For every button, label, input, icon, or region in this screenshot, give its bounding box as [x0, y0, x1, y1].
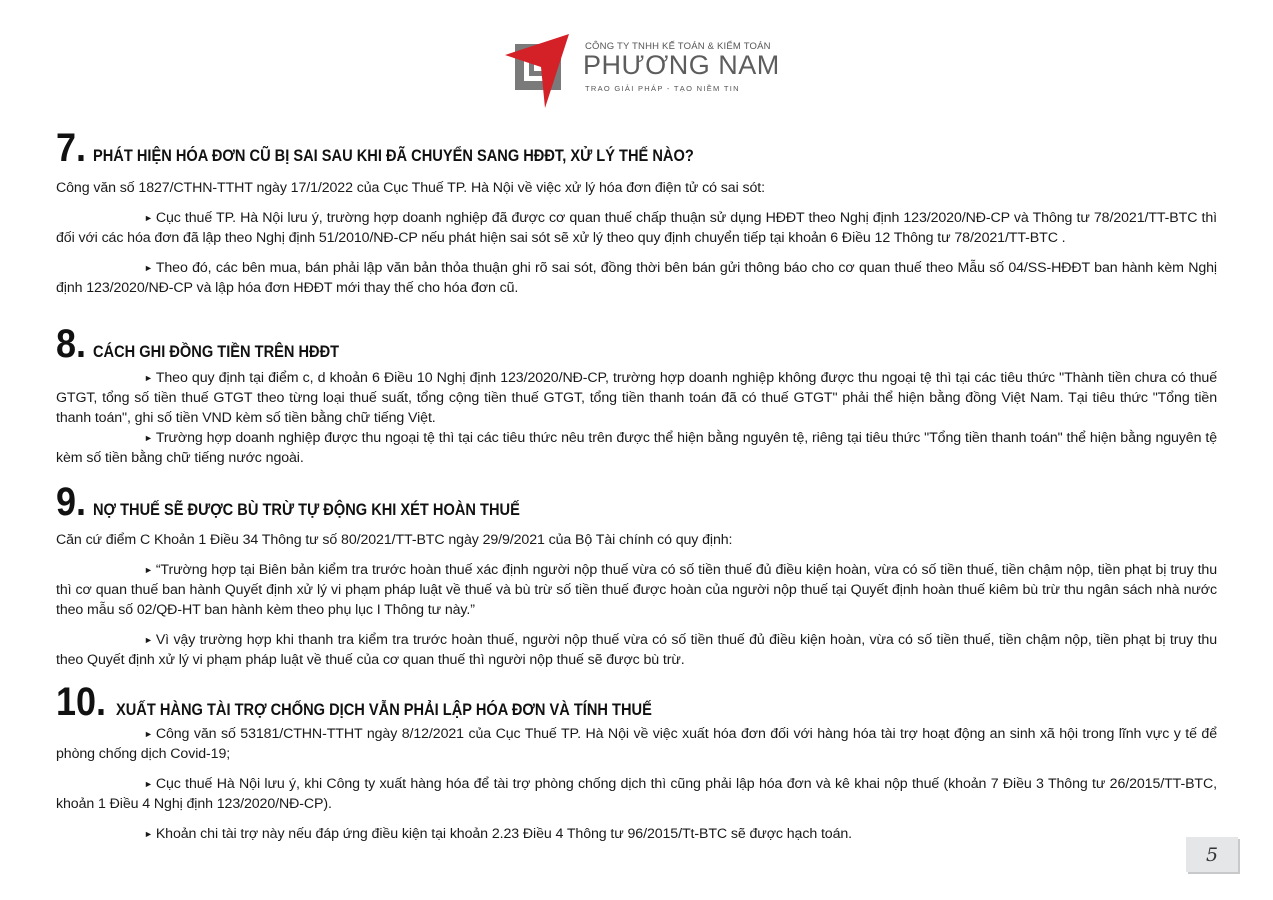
bullet-text: Cục thuế TP. Hà Nội lưu ý, trường hợp doanh nghiệp đã được cơ quan thuế chấp thuận sử dụng HĐĐT theo Nghị định 123/2020/NĐ-CP và Thông tư 78/2021/TT-BTC thì đối với các hóa đơn đã lập theo Nghị định 51/2010/NĐ-CP nếu phát hiện sai sót sẽ xử lý theo quy định chuyển tiếp tại khoản 6 Điều 12 Thông tư 78/2021/TT-BTC .	[56, 210, 1217, 246]
bullet-triangle-icon: ►	[144, 263, 153, 273]
section-number: 10.	[56, 680, 107, 724]
section-intro: Công văn số 1827/CTHN-TTHT ngày 17/1/2022 của Cục Thuế TP. Hà Nội về việc xử lý hóa đơn điện tử có sai sót:	[56, 180, 765, 196]
bullet-text: Công văn số 53181/CTHN-TTHT ngày 8/12/2021 của Cục Thuế TP. Hà Nội về việc xuất hóa đơn đối với hàng hóa tài trợ hoạt động an sinh xã hội trong lĩnh vực y tế để phòng chống dịch Covid-19;	[56, 726, 1217, 762]
section-title: XUẤT HÀNG TÀI TRỢ CHỐNG DỊCH VẪN PHẢI LẬP HÓA ĐƠN VÀ TÍNH THUẾ	[115, 700, 652, 719]
bullet-text: Trường hợp doanh nghiệp được thu ngoại tệ thì tại các tiêu thức nêu trên được thể hiện bằng nguyên tệ, riêng tại tiêu thức "Tổng tiền thanh toán" thể hiện bằng nguyên tệ kèm số tiền bằng chữ tiếng nước ngoài.	[56, 430, 1217, 466]
section-number: 7.	[56, 126, 87, 170]
bullet-text: Cục thuế Hà Nội lưu ý, khi Công ty xuất hàng hóa để tài trợ phòng chống dịch thì cũng phải lập hóa đơn và kê khai nộp thuế (khoản 7 Điều 3 Thông tư 26/2015/TT-BTC, khoản 1 Điều 4 Nghị định 123/2020/NĐ-CP).	[56, 776, 1217, 812]
section-heading	[56, 126, 1217, 172]
bullet-triangle-icon: ►	[144, 565, 153, 575]
logo-mark-icon	[505, 34, 581, 110]
section-8	[56, 322, 1217, 468]
section-heading	[56, 680, 1217, 726]
bullet-paragraph	[56, 630, 1217, 670]
section-7	[56, 126, 1217, 298]
section-title: NỢ THUẾ SẼ ĐƯỢC BÙ TRỪ TỰ ĐỘNG KHI XÉT HOÀN THUẾ	[93, 500, 521, 519]
bullet-paragraph	[56, 824, 1217, 844]
section-intro: Căn cứ điểm C Khoản 1 Điều 34 Thông tư số 80/2021/TT-BTC ngày 29/9/2021 của Bộ Tài chính có quy định:	[56, 532, 733, 548]
bullet-paragraph	[56, 368, 1217, 428]
section-9	[56, 480, 1217, 670]
bullet-text: Theo quy định tại điểm c, d khoản 6 Điều 10 Nghị định 123/2020/NĐ-CP, trường hợp doanh nghiệp không được thu ngoại tệ thì tại các tiêu thức "Thành tiền chưa có thuế GTGT, tổng số tiền thuế GTGT theo từng loại thuế suất, tổng cộng tiền thuế GTGT, tổng tiền thanh toán đã có thuế GTGT" phải thể hiện bằng đồng Việt Nam. Tại tiêu thức "Tổng tiền thanh toán", ghi số tiền VND kèm số tiền bằng chữ tiếng Việt.	[56, 370, 1217, 426]
logo-slogan: TRAO GIẢI PHÁP - TẠO NIỀM TIN	[585, 84, 740, 93]
section-heading	[56, 322, 1217, 368]
bullet-triangle-icon: ►	[144, 213, 153, 223]
bullet-triangle-icon: ►	[144, 829, 153, 839]
section-title: PHÁT HIỆN HÓA ĐƠN CŨ BỊ SAI SAU KHI ĐÃ CHUYỂN SANG HĐĐT, XỬ LÝ THẾ NÀO?	[93, 146, 695, 165]
bullet-text: Vì vậy trường hợp khi thanh tra kiểm tra trước hoàn thuế, người nộp thuế vừa có số tiền thuế đủ điều kiện hoàn, vừa có số tiền thuế, tiền chậm nộp, tiền phạt bị truy thu theo Quyết định xử lý vi phạm pháp luật về thuế của cơ quan thuế thì người nộp thuế sẽ được bù trừ.	[56, 632, 1217, 668]
section-number: 9.	[56, 480, 87, 524]
bullet-paragraph	[56, 560, 1217, 620]
bullet-triangle-icon: ►	[144, 779, 153, 789]
bullet-triangle-icon: ►	[144, 373, 153, 383]
section-number: 8.	[56, 322, 87, 366]
section-heading	[56, 480, 1217, 526]
bullet-triangle-icon: ►	[144, 729, 153, 739]
bullet-text: Khoản chi tài trợ này nếu đáp ứng điều kiện tại khoản 2.23 Điều 4 Thông tư 96/2015/Tt-BTC sẽ được hạch toán.	[155, 826, 853, 842]
bullet-paragraph	[56, 258, 1217, 298]
section-title: CÁCH GHI ĐỒNG TIỀN TRÊN HĐĐT	[93, 342, 340, 361]
bullet-paragraph	[56, 774, 1217, 814]
company-logo	[505, 34, 780, 110]
logo-company-name: PHƯƠNG NAM	[583, 50, 780, 80]
page-number: 5	[1186, 837, 1238, 872]
bullet-paragraph	[56, 724, 1217, 764]
bullet-text: “Trường hợp tại Biên bản kiểm tra trước hoàn thuế xác định người nộp thuế vừa có số tiền thuế đủ điều kiện hoàn, vừa có số tiền thuế, tiền chậm nộp, tiền phạt bị truy thu thì cơ quan thuế ban hành Quyết định xử lý vi phạm pháp luật về thuế và bù trừ số tiền thuế được hoàn của người nộp thuế tại Quyết định hoàn thuế kiêm bù trừ thu ngân sách nhà nước theo mẫu số 02/QĐ-HT ban hành kèm theo phụ lục I Thông tư này.”	[56, 562, 1217, 618]
section-10	[56, 680, 1217, 844]
bullet-triangle-icon: ►	[144, 433, 153, 443]
bullet-paragraph	[56, 428, 1217, 468]
bullet-triangle-icon: ►	[144, 635, 153, 645]
logo-company-type: CÔNG TY TNHH KẾ TOÁN & KIỂM TOÁN	[585, 41, 771, 52]
bullet-text: Theo đó, các bên mua, bán phải lập văn bản thỏa thuận ghi rõ sai sót, đồng thời bên bán gửi thông báo cho cơ quan thuế theo Mẫu số 04/SS-HĐĐT ban hành kèm Nghị định 123/2020/NĐ-CP và lập hóa đơn HĐĐT mới thay thế cho hóa đơn cũ.	[56, 260, 1217, 296]
bullet-paragraph	[56, 208, 1217, 248]
